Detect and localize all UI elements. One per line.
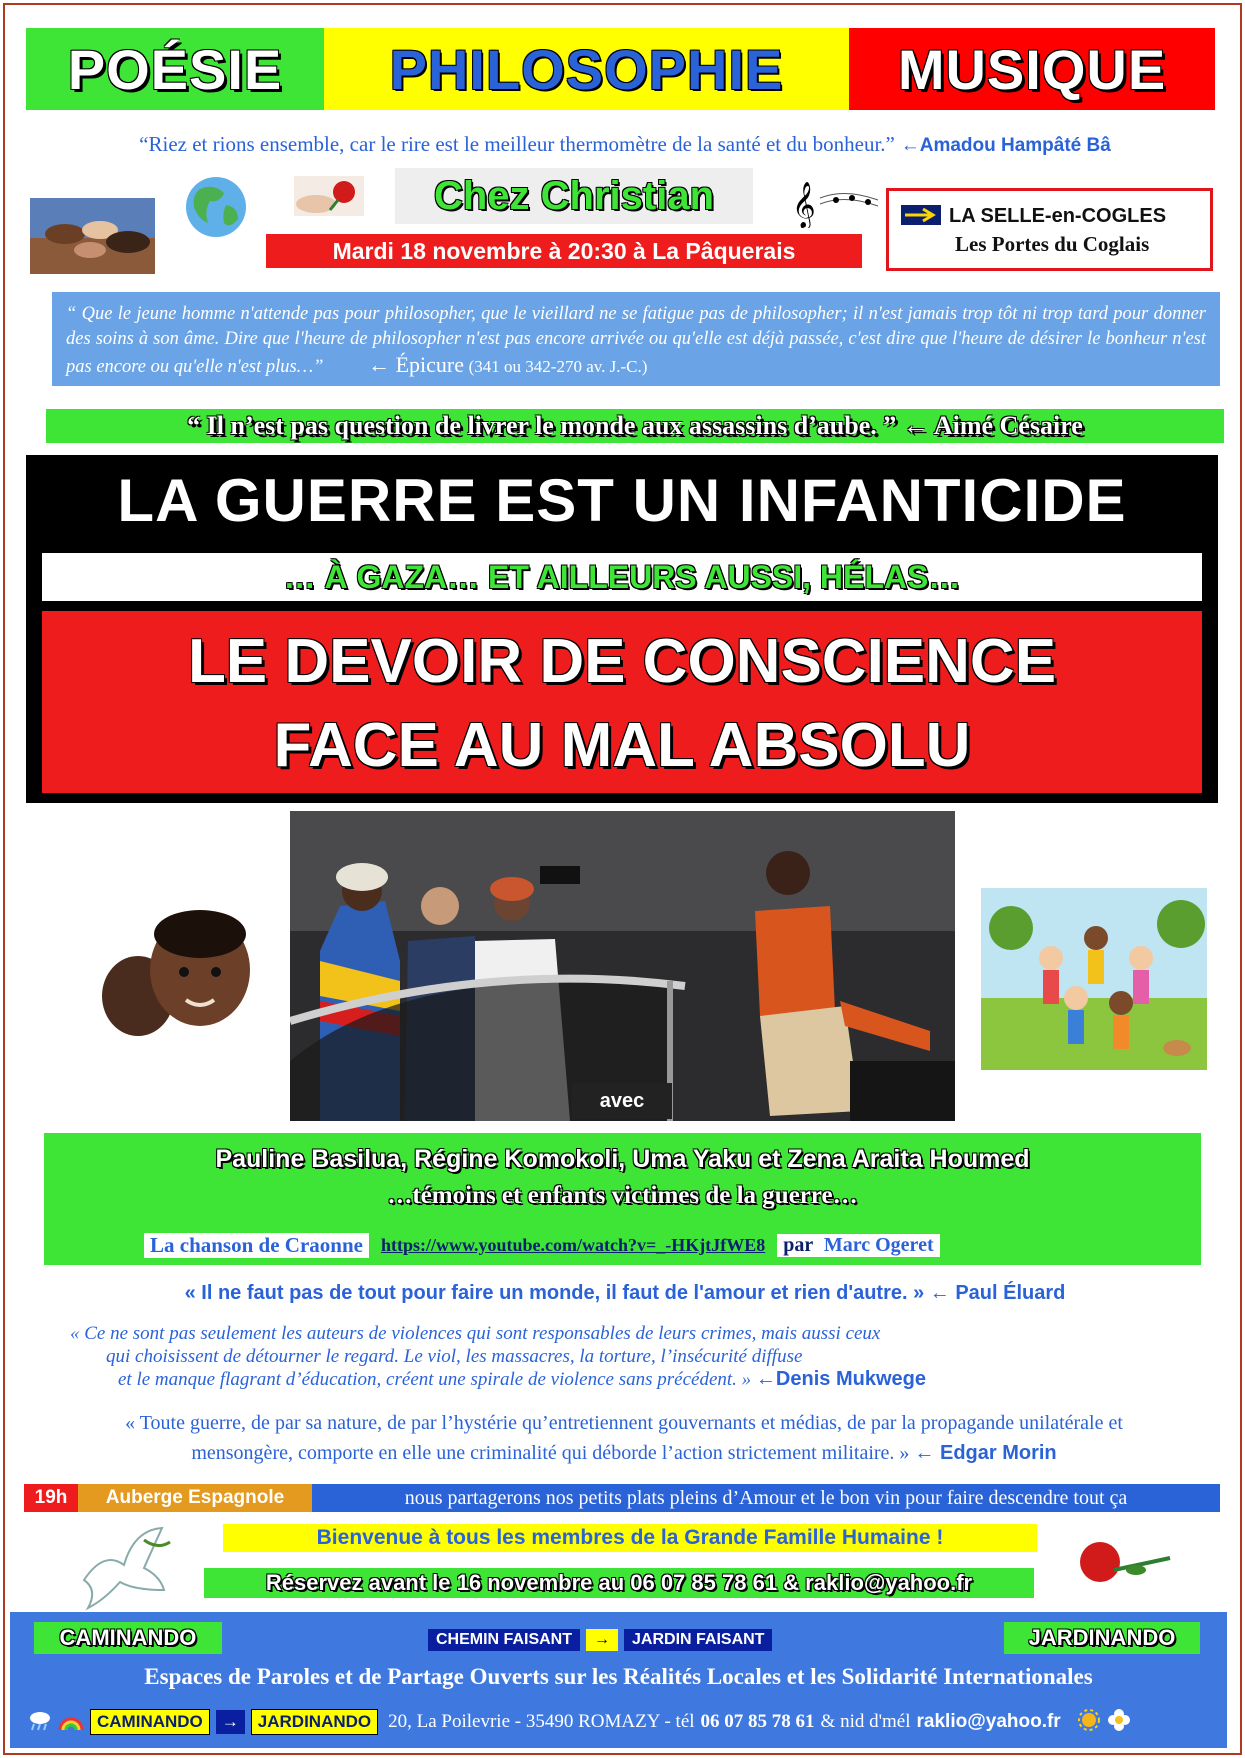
- quote-epicure-text: “ Que le jeune homme n'attende pas pour philosopher, que le vieillard ne se fatigue pas de philosopher; il n'est jamais trop tôt ni trop tard pour donner des soins à son âme. Dire que l'heure de philosopher n'est pas encore arrivée ou qu'elle est déjà passée, c'est dire que l'heure de désirer le bonheur n'est pas encore ou qu'elle n'est plus…”: [66, 304, 1206, 377]
- event-date: Mardi 18 novembre à 20:30 à La Pâquerais: [266, 234, 862, 268]
- header-poesie: POÉSIE: [26, 28, 324, 110]
- footer-bottom-arrow: →: [216, 1710, 245, 1734]
- headline-line3: FACE AU MAL ABSOLU: [273, 710, 971, 780]
- witnesses-photo: [290, 811, 955, 1121]
- footer-caminando: CAMINANDO: [34, 1622, 222, 1654]
- footer-bottom-line: [28, 1706, 1131, 1738]
- guests-box: [44, 1133, 1201, 1265]
- footer-jardin: JARDIN FAISANT: [624, 1629, 772, 1651]
- hands-picture: [30, 198, 155, 274]
- dove-icon: [74, 1520, 174, 1612]
- sun-icon: [1077, 1708, 1101, 1737]
- header-philosophie: PHILOSOPHIE: [324, 28, 849, 110]
- dinner-time: 19h: [24, 1484, 78, 1512]
- song-line: [144, 1233, 940, 1257]
- rose-hand-picture: [294, 176, 364, 216]
- footer-email[interactable]: raklio@yahoo.fr: [916, 1711, 1061, 1732]
- rose-icon: [1074, 1536, 1174, 1596]
- guests-subtitle: …témoins et enfants victimes de la guerre…: [387, 1182, 858, 1209]
- children-picture: [90, 900, 254, 1040]
- quote-mukwege-line1: « Ce ne sont pas seulement les auteurs de violences qui sont responsables de leurs crimes, mais aussi ceux: [70, 1323, 881, 1344]
- quote-morin-line2: mensongère, comporte en elle une criminalité qui déborde l’action strictement militaire. »: [191, 1442, 910, 1464]
- quote-cesaire: “ Il n’est pas question de livrer le monde aux assassins d’aube. ” ← Aimé Césaire: [46, 409, 1224, 443]
- dinner-text: nous partagerons nos petits plats pleins d’Amour et le bon vin pour faire descendre tout ça: [312, 1484, 1220, 1512]
- place-line2: Les Portes du Coglais: [955, 232, 1150, 256]
- footer-phone: 06 07 85 78 61: [700, 1711, 815, 1732]
- globe-icon: [180, 175, 252, 239]
- quote-mukwege-line2: qui choisissent de détourner le regard. Le viol, les massacres, la torture, l’insécurité diffuse: [106, 1346, 803, 1367]
- music-notes-icon: [790, 178, 880, 228]
- quote-mukwege-author: ←Denis Mukwege: [755, 1368, 926, 1390]
- quote-epicure-dates: (341 ou 342-270 av. J.-C.): [468, 357, 648, 376]
- quote-eluard: [30, 1282, 1220, 1305]
- photo-caption: avec: [572, 1083, 672, 1119]
- quote-hampate: [30, 132, 1220, 157]
- quote-mukwege-line3: et le manque flagrant d’éducation, créent une spirale de violence sans précédent. »: [118, 1369, 752, 1390]
- welcome-banner: Bienvenue à tous les membres de la Grande Famille Humaine !: [223, 1524, 1037, 1552]
- dinner-bar: [24, 1484, 1220, 1512]
- children-dancing-picture: [981, 888, 1207, 1070]
- footer-path: [428, 1628, 772, 1652]
- quote-epicure-author: ← Épicure: [368, 352, 464, 377]
- rainbow-icon: [58, 1708, 84, 1737]
- song-par-word: par: [783, 1233, 813, 1256]
- quote-epicure: [52, 292, 1220, 386]
- header-musique: MUSIQUE: [849, 28, 1215, 110]
- cloud-rain-icon: [28, 1708, 52, 1737]
- quote-morin-line1: « Toute guerre, de par sa nature, de par l’hystérie qu’entretiennent gouvernants et médias, de par la propagande unilatérale et: [125, 1412, 1123, 1434]
- quote-eluard-author: ← Paul Éluard: [929, 1282, 1066, 1304]
- reserve-banner: Réservez avant le 16 novembre au 06 07 85 78 61 & raklio@yahoo.fr: [204, 1568, 1034, 1598]
- footer-address: 20, La Poilevrie - 35490 ROMAZY - tél: [388, 1711, 695, 1732]
- quote-eluard-text: « Il ne faut pas de tout pour faire un monde, il faut de l'amour et rien d'autre. »: [184, 1282, 925, 1304]
- dinner-name: Auberge Espagnole: [78, 1484, 312, 1512]
- place-box: [886, 188, 1213, 271]
- footer-arrow: →: [586, 1629, 618, 1651]
- footer-bottom-jardinando: JARDINANDO: [251, 1709, 378, 1735]
- headline-block: [26, 455, 1218, 803]
- guests-names: Pauline Basilua, Régine Komokoli, Uma Yaku et Zena Araita Houmed: [215, 1144, 1030, 1173]
- song-par: [777, 1234, 939, 1257]
- host-title: Chez Christian: [395, 168, 753, 224]
- footer: [10, 1612, 1227, 1748]
- quote-morin: [24, 1408, 1224, 1468]
- footer-chemin: CHEMIN FAISANT: [428, 1629, 580, 1651]
- quote-hampate-text: “Riez et rions ensemble, car le rire est le meilleur thermomètre de la santé et du bonheur.”: [139, 132, 895, 156]
- song-link[interactable]: https://www.youtube.com/watch?v=_-HKjtJfWE8: [380, 1234, 766, 1255]
- arrow-right-icon: [901, 205, 941, 225]
- headline-subline: … À GAZA… ET AILLEURS AUSSI, HÉLAS…: [42, 553, 1202, 601]
- song-title: La chanson de Craonne: [144, 1233, 369, 1258]
- footer-tagline: Espaces de Paroles et de Partage Ouverts sur les Réalités Locales et les Solidarité Internationales: [144, 1664, 1093, 1689]
- headline-line1: LA GUERRE EST UN INFANTICIDE: [117, 466, 1127, 534]
- headline-line2: LE DEVOIR DE CONSCIENCE: [187, 626, 1057, 696]
- footer-nid: & nid d'mél: [820, 1711, 911, 1732]
- quote-mukwege: [70, 1322, 1170, 1391]
- song-singer: Marc Ogeret: [823, 1233, 934, 1256]
- footer-bottom-caminando: CAMINANDO: [90, 1709, 210, 1735]
- footer-jardinando: JARDINANDO: [1004, 1622, 1200, 1654]
- quote-hampate-author: ←Amadou Hampâté Bâ: [900, 135, 1111, 156]
- svg-text:𝄞: 𝄞: [792, 182, 816, 228]
- quote-morin-author: ← Edgar Morin: [914, 1442, 1057, 1464]
- headline-red-panel: [42, 611, 1202, 793]
- place-line1: LA SELLE-en-COGLES: [949, 205, 1167, 227]
- flower-icon: [1107, 1708, 1131, 1737]
